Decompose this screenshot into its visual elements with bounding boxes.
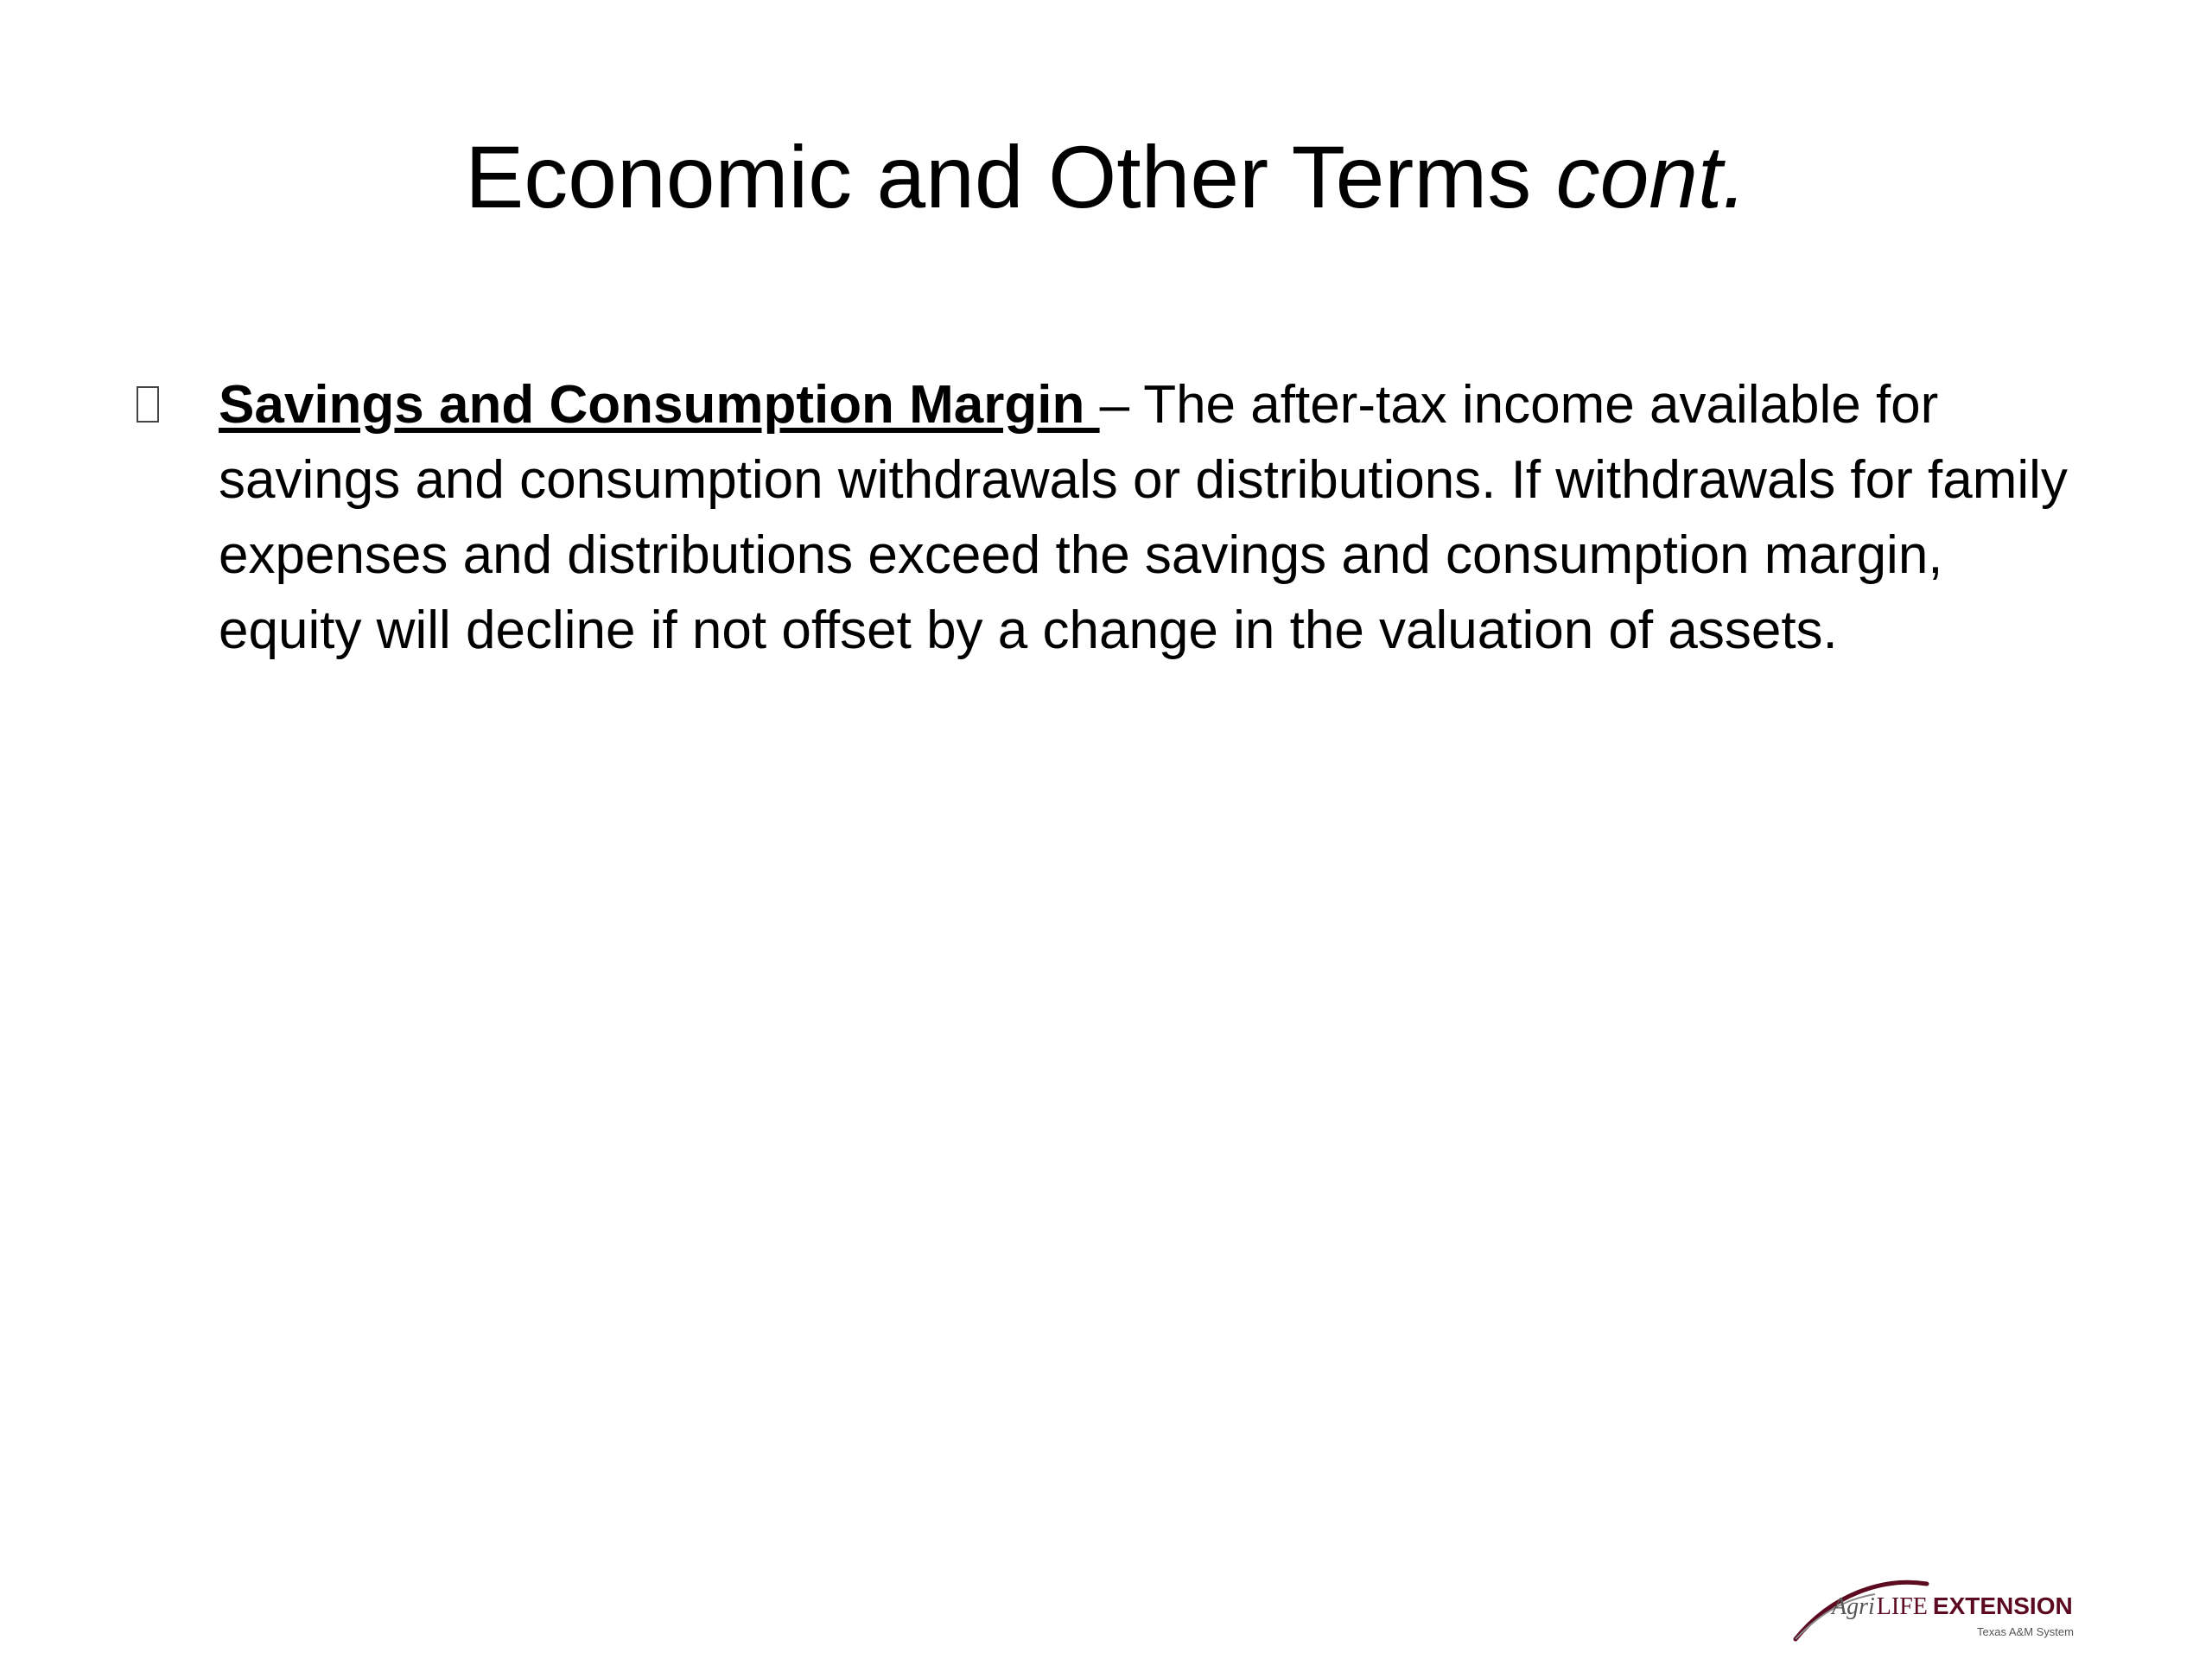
logo-extension: EXTENSION: [1932, 1592, 2073, 1619]
bullet-term: Savings and Consumption Margin: [219, 375, 1100, 435]
agrilife-extension-logo: [1780, 1560, 2091, 1646]
slide-title-text: Economic and Other Terms: [465, 128, 1556, 226]
bullet-square-icon: [137, 386, 159, 423]
bullet-definition: – The after-tax income available for savings and consumption withdrawals or distributions. If withdrawals for family expenses and distributions exceed the savings and consumption margin, equity will decline if not offset by a change in the valuation of assets.: [219, 375, 2068, 660]
bullet-text: [219, 367, 2068, 668]
logo-wordmark: [1832, 1592, 2073, 1621]
logo-subtitle: Texas A&M System: [1977, 1625, 2074, 1638]
slide-title: [0, 121, 2212, 233]
logo-life: LIFE: [1876, 1593, 1928, 1620]
slide-title-italic: cont.: [1555, 128, 1747, 226]
logo-agri: Agri: [1832, 1593, 1875, 1620]
